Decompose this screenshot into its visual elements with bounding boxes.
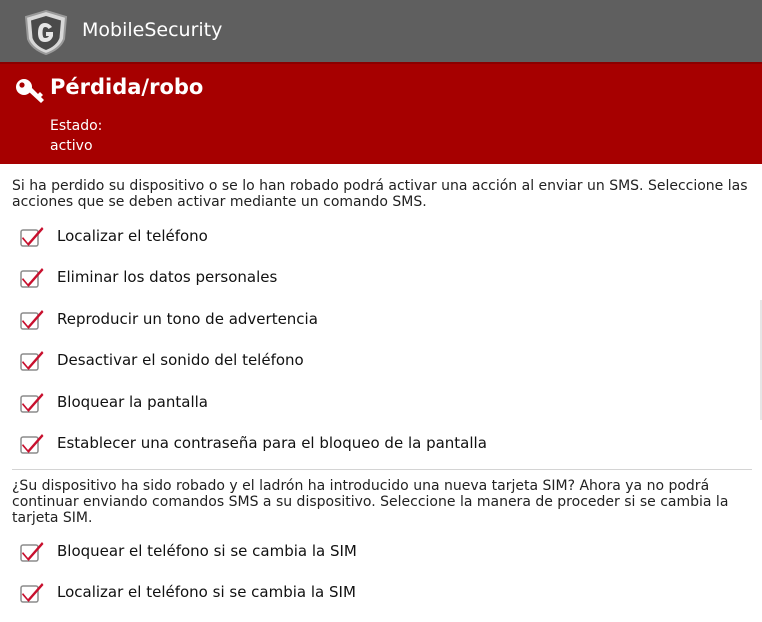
option-locate-phone[interactable]: [20, 224, 208, 248]
checkbox-checked-icon[interactable]: [20, 266, 44, 288]
option-label: Bloquear la pantalla: [57, 393, 208, 411]
checkbox-checked-icon[interactable]: [20, 432, 44, 454]
option-label: Establecer una contraseña para el bloqueo de la pantalla: [57, 434, 487, 452]
option-lock-screen[interactable]: [20, 390, 208, 414]
page-title: Pérdida/robo: [50, 75, 204, 99]
option-set-lock-password[interactable]: [20, 431, 487, 455]
section-divider: [12, 469, 752, 470]
key-icon: [14, 77, 46, 105]
status-label: Estado:: [50, 118, 103, 134]
checkbox-checked-icon[interactable]: [20, 581, 44, 603]
option-label: Bloquear el teléfono si se cambia la SIM: [57, 542, 357, 560]
option-label: Eliminar los datos personales: [57, 268, 278, 286]
option-label: Localizar el teléfono si se cambia la SIM: [57, 583, 356, 601]
option-label: Desactivar el sonido del teléfono: [57, 351, 304, 369]
sim-intro-text: ¿Su dispositivo ha sido robado y el ladrón ha introducido una nueva tarjeta SIM? Ahora ya no podrá continuar enviando comandos SMS a su dispositivo. Seleccione la manera de proceder si se cambia la tarjeta SIM.: [12, 478, 729, 526]
option-locate-on-sim-change[interactable]: [20, 580, 356, 604]
gdata-shield-logo-icon: [22, 9, 70, 55]
option-wipe-data[interactable]: [20, 265, 277, 289]
option-label: Localizar el teléfono: [57, 227, 208, 245]
app-title: MobileSecurity: [82, 19, 223, 41]
checkbox-checked-icon[interactable]: [20, 391, 44, 413]
option-lock-on-sim-change[interactable]: [20, 539, 357, 563]
checkbox-checked-icon[interactable]: [20, 225, 44, 247]
sms-intro-text: Si ha perdido su dispositivo o se lo han robado podrá activar una acción al enviar un SMS. Seleccione las acciones que se deben activar mediante un comando SMS.: [12, 178, 748, 210]
checkbox-checked-icon[interactable]: [20, 540, 44, 562]
app-bar: [0, 0, 762, 62]
option-play-alarm[interactable]: [20, 307, 318, 331]
status-value: activo: [50, 138, 93, 154]
option-label: Reproducir un tono de advertencia: [57, 310, 318, 328]
checkbox-checked-icon[interactable]: [20, 349, 44, 371]
option-mute-phone[interactable]: [20, 348, 304, 372]
checkbox-checked-icon[interactable]: [20, 308, 44, 330]
